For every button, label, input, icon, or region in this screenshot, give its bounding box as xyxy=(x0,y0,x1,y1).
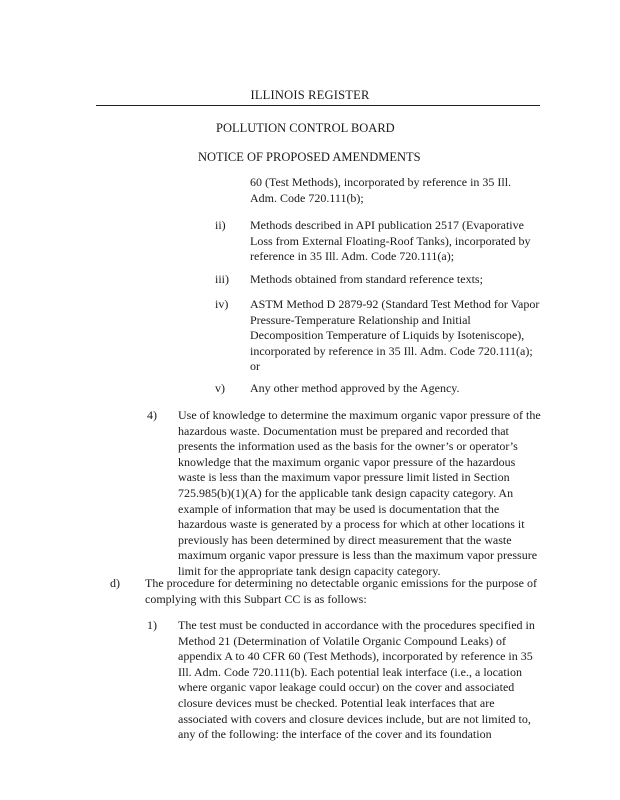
item-iii-number: iii) xyxy=(215,272,229,286)
item-1-text: The test must be conducted in accordance with the procedures specified in Method 21 (Determination of Volatile Organic Compound Leaks) of appendix A to 40 CFR 60 (Test Methods), incorporated by reference in 35 Ill. Adm. Code 720.111(b). Each potential leak interface (i.e., a location where organic vapor leakage could occur) on the cover and associated closure devices must be checked. Potential leak interfaces that are associated with covers and closure devices include, but are not limited to, any of the following: the interface of the cover and its foundation xyxy=(178,618,535,742)
item-1-number: 1) xyxy=(147,618,157,632)
item-4-text: Use of knowledge to determine the maximum organic vapor pressure of the hazardous waste. Documentation must be prepared and recorded that presents the information used as the basis for the owner’s or operator’s knowledge that the maximum organic vapor pressure of the hazardous waste is less than the maximum vapor pressure limit listed in Section 725.985(b)(1)(A) for the applicable tank design capacity category. An example of information that may be used is documentation that the hazardous waste is generated by a process for which at other locations it previously has been determined by direct measurement that the waste maximum organic vapor pressure is less than the maximum vapor pressure limit for the appropriate tank design capacity category. xyxy=(178,408,541,578)
item-iii-text: Methods obtained from standard reference texts; xyxy=(250,272,483,286)
item-ii-number: ii) xyxy=(215,218,226,232)
item-iv-number: iv) xyxy=(215,297,229,311)
item-v-number: v) xyxy=(215,381,225,395)
item-4-number: 4) xyxy=(147,408,157,422)
section-d-number: d) xyxy=(110,576,120,590)
board-title: POLLUTION CONTROL BOARD xyxy=(216,121,395,135)
section-d-text: The procedure for determining no detectable organic emissions for the purpose of complying with this Subpart CC is as follows: xyxy=(145,576,537,606)
header-rule xyxy=(96,105,540,106)
notice-title: NOTICE OF PROPOSED AMENDMENTS xyxy=(198,150,421,164)
item-ii-text: Methods described in API publication 2517 (Evaporative Loss from External Floating-Roof Tanks), incorporated by reference in 35 Ill. Adm. Code 720.111(a); xyxy=(250,218,531,264)
continuation-text: 60 (Test Methods), incorporated by reference in 35 Ill. Adm. Code 720.111(b); xyxy=(250,175,512,205)
item-v-text: Any other method approved by the Agency. xyxy=(250,381,460,395)
register-title: ILLINOIS REGISTER xyxy=(250,88,370,102)
item-iv-text: ASTM Method D 2879-92 (Standard Test Method for Vapor Pressure-Temperature Relationship and Initial Decomposition Temperature of Liquids by Isoteniscope), incorporated by reference in 35 Ill. Adm. Code 720.111(a); or xyxy=(250,297,540,374)
